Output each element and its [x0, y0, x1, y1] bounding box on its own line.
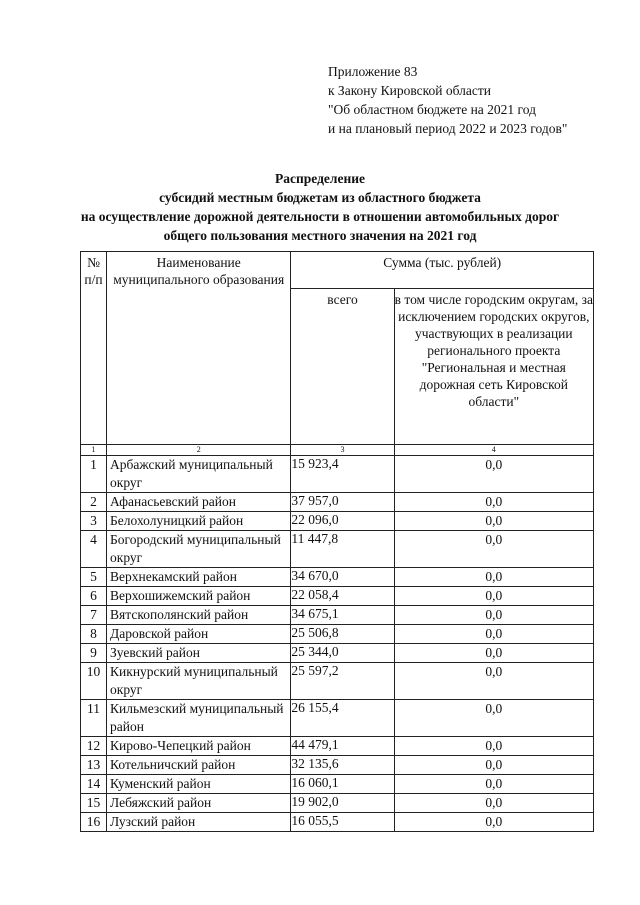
row-total: 22 096,0 [291, 512, 394, 531]
row-number: 2 [81, 493, 107, 512]
table-row [81, 587, 594, 606]
header-name: Наименование муниципального образования [107, 252, 291, 445]
table-row [81, 568, 594, 587]
row-subsidy: 0,0 [394, 737, 593, 756]
title-line: Распределение [274, 171, 366, 186]
row-number: 6 [81, 587, 107, 606]
row-number: 12 [81, 737, 107, 756]
column-number: 1 [81, 445, 107, 456]
document-title [0, 169, 640, 245]
row-number: 5 [81, 568, 107, 587]
row-subsidy: 0,0 [394, 493, 593, 512]
row-number: 4 [81, 531, 107, 568]
row-number: 15 [81, 794, 107, 813]
row-number: 13 [81, 756, 107, 775]
table-row [81, 625, 594, 644]
table-row [81, 794, 594, 813]
row-municipality: Кильмезский муниципальный район [107, 700, 291, 737]
appendix-line: "Об областном бюджете на 2021 год [328, 102, 536, 117]
row-municipality: Лебяжский район [107, 794, 291, 813]
header-incl: в том числе городским округам, за исключением городских округов, участвующих в реализации регионального проекта "Региональная и местная дорожная сеть Кировской области" [394, 289, 593, 445]
row-total: 25 597,2 [291, 663, 394, 700]
row-municipality: Верхошижемский район [107, 587, 291, 606]
row-subsidy: 0,0 [394, 568, 593, 587]
table-row [81, 737, 594, 756]
row-number: 3 [81, 512, 107, 531]
table-row [81, 456, 594, 493]
row-total: 16 055,5 [291, 813, 394, 832]
row-municipality: Вятскополянский район [107, 606, 291, 625]
header-total: всего [291, 289, 394, 445]
row-number: 1 [81, 456, 107, 493]
row-number: 16 [81, 813, 107, 832]
row-number: 10 [81, 663, 107, 700]
row-subsidy: 0,0 [394, 794, 593, 813]
appendix-line: и на плановый период 2022 и 2023 годов" [328, 121, 568, 136]
row-total: 37 957,0 [291, 493, 394, 512]
row-municipality: Зуевский район [107, 644, 291, 663]
row-total: 26 155,4 [291, 700, 394, 737]
appendix-line: Приложение 83 [328, 64, 418, 79]
row-total: 34 675,1 [291, 606, 394, 625]
row-total: 25 344,0 [291, 644, 394, 663]
table-row [81, 606, 594, 625]
row-municipality: Арбажский муниципальный округ [107, 456, 291, 493]
row-number: 7 [81, 606, 107, 625]
subsidy-table [80, 251, 594, 832]
row-municipality: Белохолуницкий район [107, 512, 291, 531]
table-row [81, 512, 594, 531]
row-total: 15 923,4 [291, 456, 394, 493]
table-row [81, 813, 594, 832]
row-total: 32 135,6 [291, 756, 394, 775]
header-num: № п/п [81, 252, 107, 445]
row-subsidy: 0,0 [394, 700, 593, 737]
row-municipality: Богородский муниципальный округ [107, 531, 291, 568]
row-subsidy: 0,0 [394, 775, 593, 794]
table-row [81, 663, 594, 700]
header-sum: Сумма (тыс. рублей) [291, 252, 594, 289]
row-number: 11 [81, 700, 107, 737]
table-row [81, 700, 594, 737]
row-total: 11 447,8 [291, 531, 394, 568]
title-line: субсидий местным бюджетам из областного бюджета [159, 190, 481, 205]
row-subsidy: 0,0 [394, 644, 593, 663]
row-municipality: Котельничский район [107, 756, 291, 775]
row-total: 19 902,0 [291, 794, 394, 813]
appendix-header [328, 62, 567, 138]
row-municipality: Верхнекамский район [107, 568, 291, 587]
column-number: 4 [394, 445, 593, 456]
row-subsidy: 0,0 [394, 625, 593, 644]
row-subsidy: 0,0 [394, 587, 593, 606]
row-municipality: Афанасьевский район [107, 493, 291, 512]
row-municipality: Даровской район [107, 625, 291, 644]
title-line: на осуществление дорожной деятельности в отношении автомобильных дорог [80, 209, 560, 224]
row-total: 34 670,0 [291, 568, 394, 587]
row-municipality: Куменский район [107, 775, 291, 794]
row-subsidy: 0,0 [394, 663, 593, 700]
table-row [81, 493, 594, 512]
row-subsidy: 0,0 [394, 756, 593, 775]
table-row [81, 756, 594, 775]
title-line: общего пользования местного значения на 2021 год [163, 228, 477, 243]
row-municipality: Лузский район [107, 813, 291, 832]
table-row [81, 531, 594, 568]
row-total: 44 479,1 [291, 737, 394, 756]
row-subsidy: 0,0 [394, 531, 593, 568]
column-number: 3 [291, 445, 394, 456]
row-municipality: Кикнурский муниципальный округ [107, 663, 291, 700]
row-municipality: Кирово-Чепецкий район [107, 737, 291, 756]
row-total: 16 060,1 [291, 775, 394, 794]
row-total: 25 506,8 [291, 625, 394, 644]
table-row [81, 644, 594, 663]
appendix-line: к Закону Кировской области [328, 83, 492, 98]
row-subsidy: 0,0 [394, 456, 593, 493]
row-total: 22 058,4 [291, 587, 394, 606]
column-number: 2 [107, 445, 291, 456]
row-subsidy: 0,0 [394, 606, 593, 625]
row-number: 8 [81, 625, 107, 644]
row-subsidy: 0,0 [394, 813, 593, 832]
row-subsidy: 0,0 [394, 512, 593, 531]
row-number: 14 [81, 775, 107, 794]
table-row [81, 775, 594, 794]
row-number: 9 [81, 644, 107, 663]
